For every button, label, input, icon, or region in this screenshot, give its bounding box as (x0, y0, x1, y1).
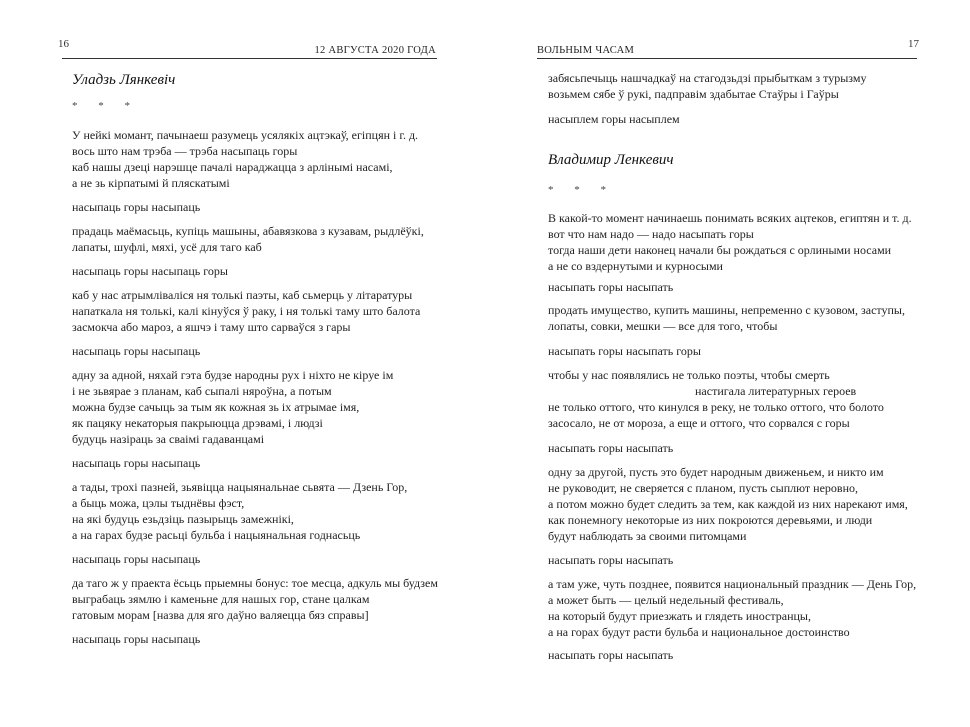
poem-line: да таго ж у праекта ёсьць прыемны бонус: тое месца, адкуль мы будзем (72, 576, 438, 590)
poem-line: а тады, трохі пазней, зьявіцца нацыянальнае сьвята — Дзень Гор, (72, 480, 408, 494)
poem-line: возьмем сябе ў рукі, падправім здабытае Стаўры і Гаўры (548, 87, 839, 101)
poem-line: прадаць маёмасьць, купіць машыны, абавязкова з кузавам, рыдлёўкі, (72, 224, 424, 238)
poem-line: а потом можно будет следить за тем, как каждой из них нарекают имя, (548, 497, 908, 511)
poem-line: будуць назіраць за сваімі гадаванцамі (72, 432, 265, 446)
poem-line: будут наблюдать за своими питомцами (548, 529, 747, 543)
right-page (485, 0, 970, 727)
poem-line: насыпать горы насыпать горы (548, 344, 701, 358)
poem-line: насыпать горы насыпать (548, 553, 674, 567)
section-stars-right: * * * (548, 184, 615, 196)
poem-line: В какой-то момент начинаешь понимать всяких ацтеков, египтян и т. д. (548, 211, 912, 225)
poem-line: насыпать горы насыпать (548, 280, 674, 294)
header-rule-right (537, 58, 917, 59)
poem-line: на который будут приезжать и глядеть иностранцы, (548, 609, 811, 623)
poem-line: не только оттого, что кинулся в реку, не только оттого, что болото (548, 400, 884, 414)
poem-line: продать имущество, купить машины, непременно с кузовом, заступы, (548, 303, 905, 317)
poem-line: забясьпечыць нашчадкаў на стагодзьдзі прыбыткам з турызму (548, 71, 867, 85)
poem-line: засосало, не от мороза, а еще и оттого, что сорвался с горы (548, 416, 850, 430)
poem-line: на які будуць езьдзіць пазырыць замежнікі, (72, 512, 294, 526)
page-number-left: 16 (58, 38, 69, 50)
poem-line: насыпать горы насыпать (548, 648, 674, 662)
poem-line: лопаты, совки, мешки — все для того, чтобы (548, 319, 778, 333)
poem-line: насыпаць горы насыпаць горы (72, 264, 228, 278)
author-name-right: Владимир Ленкевич (548, 152, 674, 168)
poem-line: а может быть — целый недельный фестиваль, (548, 593, 784, 607)
poem-line: вось што нам трэба — трэба насыпаць горы (72, 144, 298, 158)
poem-line: У нейкі момант, пачынаеш разумець усялякіх ацтэкаў, егіпцян і г. д. (72, 128, 419, 142)
poem-line: вот что нам надо — надо насыпать горы (548, 227, 754, 241)
poem-line: насыпаць горы насыпаць (72, 632, 201, 646)
poem-line: настигала литературных героев (695, 384, 857, 398)
poem-line: як пацяку некаторыя пакрыюцца дрэвамі, і людзі (72, 416, 323, 430)
poem-line: выграбаць зямлю і каменьне для нашых гор, стане цалкам (72, 592, 370, 606)
poem-line: не руководит, не сверяется с планом, пусть сыплют неровно, (548, 481, 858, 495)
poem-line: напаткала ня толькі, калі кінуўся ў раку, і ня толькі таму што балота (72, 304, 421, 318)
poem-line: чтобы у нас появлялись не только поэты, чтобы смерть (548, 368, 830, 382)
running-head-left: 12 АВГУСТА 2020 ГОДА (314, 45, 436, 56)
running-head-right: ВОЛЬНЫМ ЧАСАМ (537, 45, 635, 56)
poem-line: а не зь кірпатымі й пляскатымі (72, 176, 230, 190)
poem-line: как понемногу некоторые из них покроются деревьями, и люди (548, 513, 873, 527)
poem-line: насыпаць горы насыпаць (72, 344, 201, 358)
poem-line: а на горах будут расти бульба и национальное достоинство (548, 625, 850, 639)
poem-line: адну за адной, няхай гэта будзе народны рух і ніхто не кіруе ім (72, 368, 394, 382)
poem-line: насыплем горы насыплем (548, 112, 680, 126)
poem-line: а там уже, чуть позднее, появится национальный праздник — День Гор, (548, 577, 917, 591)
poem-line: гатовым морам [назва для яго даўно валяецца бяз справы] (72, 608, 369, 622)
poem-line: засмокча або мароз, а яшчэ і таму што сарваўся з гары (72, 320, 351, 334)
poem-line: лапаты, шуфлі, мяхі, усё для таго каб (72, 240, 262, 254)
poem-line: одну за другой, пусть это будет народным движеньем, и никто им (548, 465, 884, 479)
poem-line: насыпать горы насыпать (548, 441, 674, 455)
poem-line: насыпаць горы насыпаць (72, 200, 201, 214)
poem-line: а не со вздернутыми и курносыми (548, 259, 723, 273)
poem-line: а на гарах будзе расьці бульба і нацыянальная годнасьць (72, 528, 361, 542)
poem-line: каб нашы дзеці нарэшце пачалі нараджацца з арлінымі насамі, (72, 160, 393, 174)
header-rule-left (62, 58, 437, 59)
poem-line: і не зьвярае з планам, каб сыпалі няроўна, а потым (72, 384, 332, 398)
poem-line: насыпаць горы насыпаць (72, 552, 201, 566)
poem-line: каб у нас атрымліваліся ня толькі паэты, каб сьмерць у літаратуры (72, 288, 413, 302)
section-stars-left: * * * (72, 100, 139, 112)
poem-line: можна будзе сачыць за тым як кожная зь іх атрымае імя, (72, 400, 360, 414)
page-number-right: 17 (908, 38, 919, 50)
poem-line: насыпаць горы насыпаць (72, 456, 201, 470)
author-name-left: Уладзь Лянкевіч (72, 72, 176, 88)
poem-line: а быць можа, цэлы тыднёвы фэст, (72, 496, 245, 510)
poem-line: тогда наши дети наконец начали бы рождаться с орлиными носами (548, 243, 892, 257)
